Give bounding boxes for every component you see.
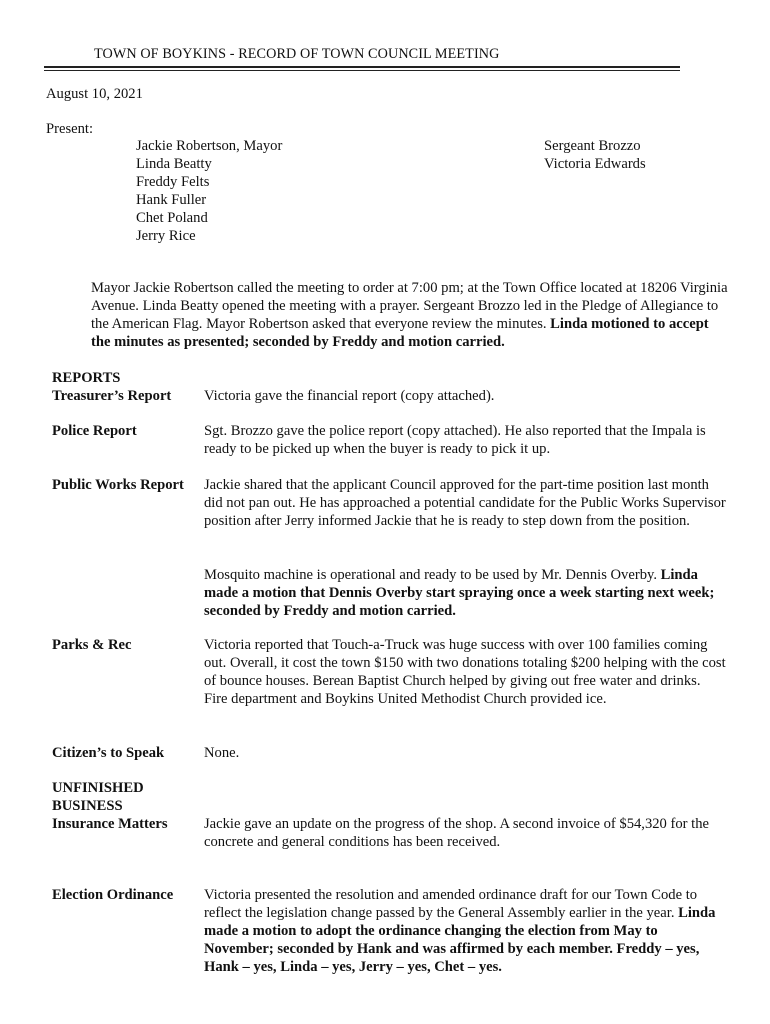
attendee: Jackie Robertson, Mayor <box>136 138 283 154</box>
attendees-right <box>544 137 646 173</box>
unfinished-heading: UNFINISHED <box>52 780 144 796</box>
header-rule-thick <box>44 66 680 68</box>
attendee: Chet Poland <box>136 210 208 226</box>
citizens-label: Citizen’s to Speak <box>52 745 165 761</box>
attendee: Freddy Felts <box>136 174 210 190</box>
public-works-label: Public Works Report <box>52 477 184 493</box>
attendee: Linda Beatty <box>136 156 212 172</box>
attendee: Victoria Edwards <box>544 156 646 172</box>
insurance-label: Insurance Matters <box>52 816 168 832</box>
treasurer-report-text: Victoria gave the financial report (copy attached). <box>204 388 495 404</box>
business-heading: BUSINESS <box>52 798 123 814</box>
attendee: Jerry Rice <box>136 228 196 244</box>
insurance-text: Jackie gave an update on the progress of the shop. A second invoice of $54,320 for the concrete and general conditions has been received. <box>204 816 709 850</box>
attendees-left <box>136 137 282 245</box>
intro-motion: Linda motioned to accept the minutes as presented; seconded by Freddy and motion carried. <box>91 316 709 350</box>
police-report-label: Police Report <box>52 423 137 439</box>
public-works-text: Jackie shared that the applicant Council approved for the part-time position last month did not pan out. He has approached a potential candidate for the Public Works Supervisor position after Jerry informed Jackie that he is ready to step down from the position. <box>204 477 726 529</box>
election-label: Election Ordinance <box>52 887 174 903</box>
meeting-date: August 10, 2021 <box>46 86 143 102</box>
attendee: Hank Fuller <box>136 192 207 208</box>
header-rule-thin <box>44 70 680 71</box>
election-text: Victoria presented the resolution and amended ordinance draft for our Town Code to reflect the legislation change passed by the General Assembly earlier in the year. <box>204 887 698 921</box>
election-motion: Linda made a motion to adopt the ordinance changing the election from May to November; seconded by Hank and was affirmed by each member. Freddy – yes, Hank – yes, Linda – yes, Jerry – yes, Chet – yes. <box>204 905 716 975</box>
mosquito-text: Mosquito machine is operational and ready to be used by Mr. Dennis Overby. <box>204 567 661 583</box>
intro-paragraph <box>91 279 731 351</box>
police-report-text: Sgt. Brozzo gave the police report (copy attached). He also reported that the Impala is ready to be picked up when the buyer is ready to pick it up. <box>204 423 706 457</box>
intro-text: Mayor Jackie Robertson called the meeting to order at 7:00 pm; at the Town Office located at 18206 Virginia Avenue. Linda Beatty opened the meeting with a prayer. Sergeant Brozzo led in the Pledge of Allegiance to the American Flag. Mayor Robertson asked that everyone review the minutes. <box>91 280 728 332</box>
parks-rec-text: Victoria reported that Touch-a-Truck was huge success with over 100 families coming out. Overall, it cost the town $150 with two donations totaling $200 helping with the cost of bounce houses. Berean Baptist Church helped by giving out free water and drinks. Fire department and Boykins United Methodist Church provided ice. <box>204 637 726 707</box>
reports-heading: REPORTS <box>52 370 121 386</box>
attendee: Sergeant Brozzo <box>544 138 641 154</box>
election-paragraph <box>204 886 726 976</box>
citizens-text: None. <box>204 745 240 761</box>
mosquito-paragraph <box>204 566 726 620</box>
mosquito-motion: Linda made a motion that Dennis Overby start spraying once a week starting next week; seconded by Freddy and motion carried. <box>204 567 715 619</box>
parks-rec-label: Parks & Rec <box>52 637 132 653</box>
header-rule <box>44 66 680 71</box>
present-label: Present: <box>46 121 94 137</box>
treasurer-report-label: Treasurer’s Report <box>52 388 172 404</box>
document-title: TOWN OF BOYKINS - RECORD OF TOWN COUNCIL MEETING <box>94 46 500 62</box>
